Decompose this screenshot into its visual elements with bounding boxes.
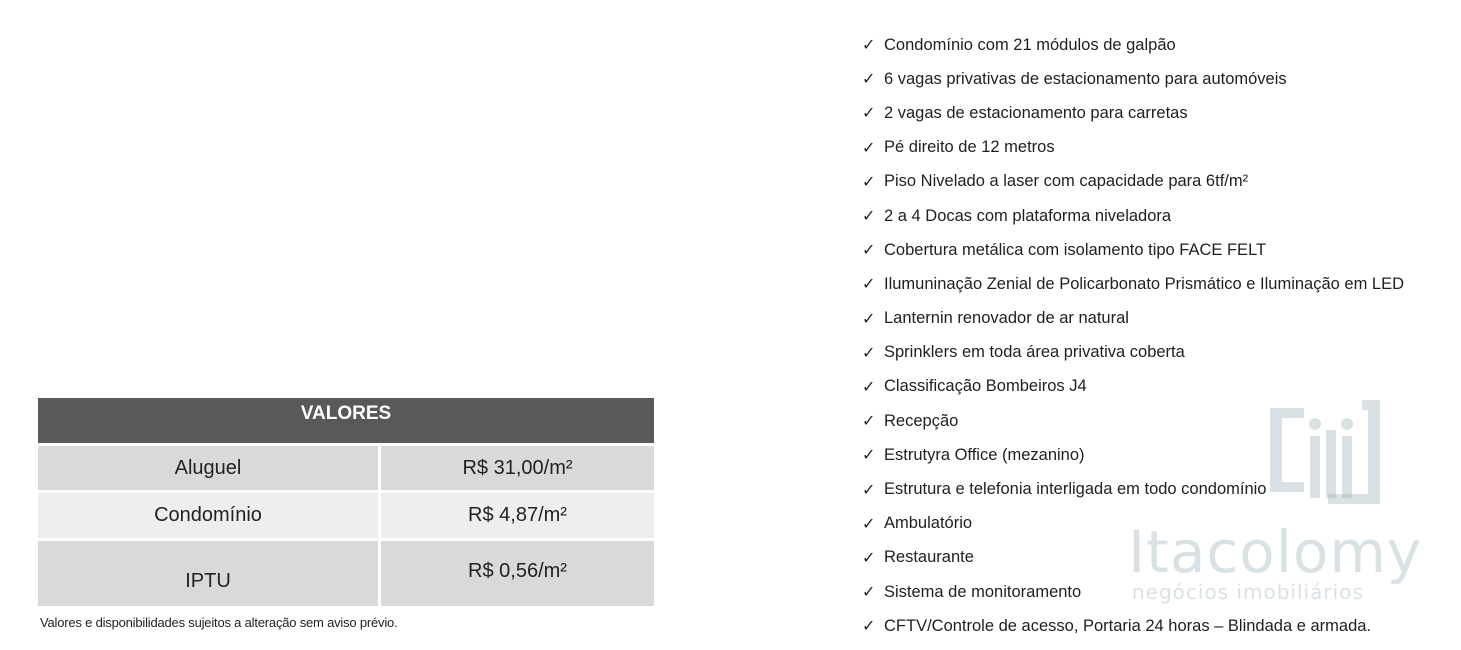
feature-text: Cobertura metálica com isolamento tipo FACE FELT <box>884 240 1267 259</box>
feature-item <box>862 575 1404 609</box>
pricing-label: Aluguel <box>38 446 378 490</box>
feature-item <box>862 507 1404 541</box>
feature-text: Recepção <box>884 411 959 430</box>
feature-item <box>862 62 1404 96</box>
feature-text: Ambulatório <box>884 514 973 533</box>
checkmark-icon: ✓ <box>862 37 876 55</box>
pricing-title: VALORES <box>38 398 654 443</box>
feature-text: Pé direito de 12 metros <box>884 138 1055 157</box>
feature-item <box>862 336 1404 370</box>
feature-item <box>862 438 1404 472</box>
checkmark-icon: ✓ <box>862 71 876 89</box>
feature-text: Sistema de monitoramento <box>884 582 1082 601</box>
feature-item <box>862 472 1404 506</box>
feature-text: Estrutyra Office (mezanino) <box>884 445 1085 464</box>
feature-text: 2 vagas de estacionamento para carretas <box>884 103 1188 122</box>
feature-text: 6 vagas privativas de estacionamento para automóveis <box>884 69 1287 88</box>
feature-text: Piso Nivelado a laser com capacidade para 6tf/m² <box>884 172 1249 191</box>
checkmark-icon: ✓ <box>862 276 876 294</box>
pricing-table <box>38 398 654 606</box>
watermark-name: Itacolomy <box>1128 518 1423 586</box>
feature-item <box>862 199 1404 233</box>
checkmark-icon: ✓ <box>862 481 876 499</box>
feature-item <box>862 370 1404 404</box>
feature-item <box>862 28 1404 62</box>
checkmark-icon: ✓ <box>862 378 876 396</box>
checkmark-icon: ✓ <box>862 173 876 191</box>
pricing-row-condominio <box>38 493 654 538</box>
checkmark-icon: ✓ <box>862 310 876 328</box>
checkmark-icon: ✓ <box>862 549 876 567</box>
feature-item <box>862 233 1404 267</box>
feature-item <box>862 302 1404 336</box>
feature-text: CFTV/Controle de acesso, Portaria 24 horas – Blindada e armada. <box>884 616 1372 635</box>
checkmark-icon: ✓ <box>862 242 876 260</box>
feature-text: Restaurante <box>884 548 974 567</box>
feature-text: Sprinklers em toda área privativa coberta <box>884 343 1185 362</box>
feature-item <box>862 267 1404 301</box>
checkmark-icon: ✓ <box>862 413 876 431</box>
checkmark-icon: ✓ <box>862 208 876 226</box>
feature-item <box>862 96 1404 130</box>
feature-text: Classificação Bombeiros J4 <box>884 377 1087 396</box>
pricing-row-iptu <box>38 541 654 606</box>
feature-text: 2 a 4 Docas com plataforma niveladora <box>884 206 1172 225</box>
checkmark-icon: ✓ <box>862 344 876 362</box>
feature-text: Condomínio com 21 módulos de galpão <box>884 35 1176 54</box>
feature-item <box>862 541 1404 575</box>
feature-text: Estrutura e telefonia interligada em todo condomínio <box>884 480 1267 499</box>
features-list <box>862 28 1404 643</box>
watermark-tagline: negócios imobiliários <box>1132 580 1364 604</box>
pricing-label: IPTU <box>38 541 378 606</box>
checkmark-icon: ✓ <box>862 105 876 123</box>
pricing-value: R$ 0,56/m² <box>381 541 654 606</box>
pricing-row-aluguel <box>38 446 654 490</box>
pricing-value: R$ 4,87/m² <box>381 493 654 538</box>
feature-text: Lanternin renovador de ar natural <box>884 309 1129 328</box>
feature-item <box>862 131 1404 165</box>
pricing-disclaimer: Valores e disponibilidades sujeitos a alteração sem aviso prévio. <box>40 615 398 630</box>
checkmark-icon: ✓ <box>862 515 876 533</box>
feature-item <box>862 609 1404 643</box>
feature-item <box>862 165 1404 199</box>
checkmark-icon: ✓ <box>862 618 876 636</box>
feature-item <box>862 404 1404 438</box>
checkmark-icon: ✓ <box>862 584 876 602</box>
checkmark-icon: ✓ <box>862 447 876 465</box>
checkmark-icon: ✓ <box>862 139 876 157</box>
pricing-label: Condomínio <box>38 493 378 538</box>
feature-text: Ilumuninação Zenial de Policarbonato Prismático e Iluminação em LED <box>884 274 1405 293</box>
pricing-value: R$ 31,00/m² <box>381 446 654 490</box>
